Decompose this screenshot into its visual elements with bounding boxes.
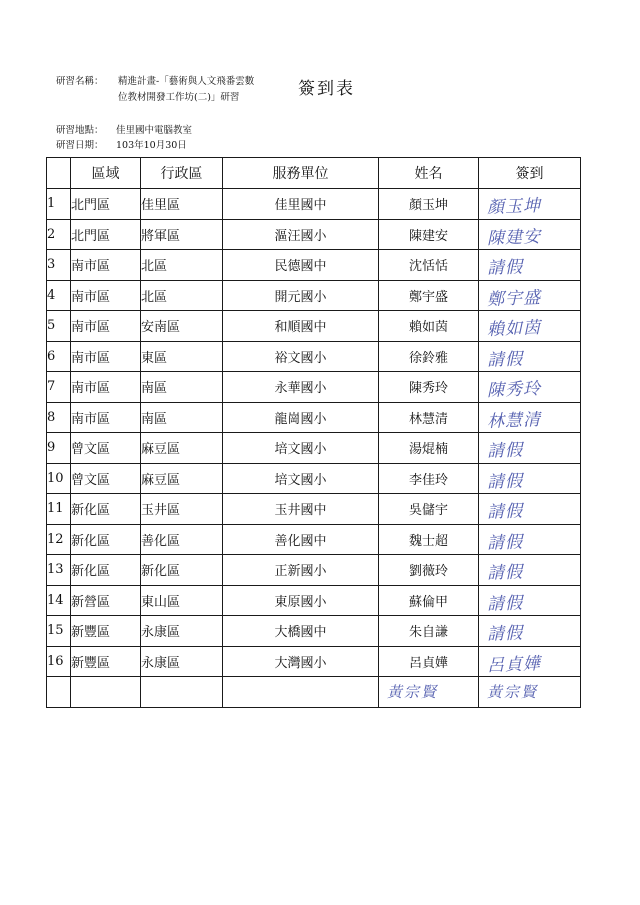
row-index: 12 [47, 524, 71, 555]
table-row [47, 402, 581, 433]
row-name: 劉薇玲 [379, 555, 479, 586]
row-name: 賴如茵 [379, 311, 479, 342]
row-name: 呂貞嬅 [379, 646, 479, 677]
row-signature-cell [479, 250, 581, 281]
row-name: 吳儲宇 [379, 494, 479, 525]
row-district: 佳里區 [141, 189, 223, 220]
header-district: 行政區 [141, 158, 223, 189]
row-district: 東山區 [141, 585, 223, 616]
course-info [56, 74, 254, 106]
row-unit: 善化國中 [223, 524, 379, 555]
row-unit: 裕文國小 [223, 341, 379, 372]
row-signature-cell [479, 311, 581, 342]
table-row [47, 524, 581, 555]
handwritten-signature: 請假 [486, 531, 524, 554]
row-signature-cell [479, 372, 581, 403]
row-district: 將軍區 [141, 219, 223, 250]
row-region: 新營區 [71, 585, 141, 616]
row-region: 南市區 [71, 250, 141, 281]
table-row [47, 280, 581, 311]
handwritten-signature: 請假 [486, 501, 524, 523]
row-region: 南市區 [71, 280, 141, 311]
row-region: 新化區 [71, 555, 141, 586]
row-unit: 永華國小 [223, 372, 379, 403]
row-signature-cell [479, 585, 581, 616]
row-index: 14 [47, 585, 71, 616]
handwritten-signature: 請假 [486, 470, 524, 493]
handwritten-signature: 陳建安 [486, 226, 542, 249]
row-signature-cell [479, 219, 581, 250]
course-label: 研習名稱： [56, 76, 104, 87]
header-index [47, 158, 71, 189]
header-region: 區域 [71, 158, 141, 189]
table-row [47, 372, 581, 403]
row-unit: 東原國小 [223, 585, 379, 616]
extra-signature-cell [479, 677, 581, 708]
handwritten-signature: 請假 [486, 440, 524, 462]
row-signature-cell [479, 646, 581, 677]
row-district: 安南區 [141, 311, 223, 342]
row-region: 曾文區 [71, 433, 141, 464]
table-row [47, 494, 581, 525]
row-index: 13 [47, 555, 71, 586]
row-unit: 龍崗國小 [223, 402, 379, 433]
row-region: 南市區 [71, 341, 141, 372]
row-signature-cell [479, 402, 581, 433]
location-value: 佳里國中電腦教室 [116, 125, 193, 136]
row-index: 4 [47, 280, 71, 311]
table-row [47, 463, 581, 494]
row-name: 林慧清 [379, 402, 479, 433]
row-signature-cell [479, 280, 581, 311]
table-row [47, 189, 581, 220]
table-header-row [47, 158, 581, 189]
row-index: 5 [47, 311, 71, 342]
handwritten-signature: 陳秀玲 [486, 379, 542, 401]
handwritten-signature: 請假 [486, 257, 524, 279]
row-signature-cell [479, 341, 581, 372]
row-district: 新化區 [141, 555, 223, 586]
row-region: 南市區 [71, 372, 141, 403]
row-index: 15 [47, 616, 71, 647]
row-signature-cell [479, 463, 581, 494]
row-name: 陳秀玲 [379, 372, 479, 403]
row-index: 3 [47, 250, 71, 281]
row-district: 麻豆區 [141, 463, 223, 494]
handwritten-signature: 請假 [486, 592, 524, 615]
row-name: 蘇倫甲 [379, 585, 479, 616]
page-title: 簽到表 [298, 79, 355, 99]
row-unit: 開元國小 [223, 280, 379, 311]
row-index: 10 [47, 463, 71, 494]
table-row [47, 555, 581, 586]
row-unit: 培文國小 [223, 463, 379, 494]
row-district: 永康區 [141, 616, 223, 647]
handwritten-signature: 鄭宇盛 [486, 287, 542, 310]
row-region: 北門區 [71, 189, 141, 220]
course-name-line1: 精進計畫-「藝術與人文飛番雲數 [118, 76, 255, 87]
row-name: 朱自謙 [379, 616, 479, 647]
row-region: 曾文區 [71, 463, 141, 494]
row-index: 1 [47, 189, 71, 220]
row-region: 南市區 [71, 402, 141, 433]
row-name: 湯焜楠 [379, 433, 479, 464]
session-meta [56, 123, 192, 153]
header-signature: 簽到 [479, 158, 581, 189]
row-district: 南區 [141, 402, 223, 433]
table-row [47, 433, 581, 464]
row-unit: 大橋國中 [223, 616, 379, 647]
handwritten-signature: 請假 [486, 348, 524, 371]
table-row [47, 341, 581, 372]
row-signature-cell [479, 433, 581, 464]
empty-cell [223, 677, 379, 708]
row-region: 北門區 [71, 219, 141, 250]
row-signature-cell [479, 616, 581, 647]
row-district: 善化區 [141, 524, 223, 555]
handwritten-signature: 賴如茵 [486, 318, 542, 340]
header-name: 姓名 [379, 158, 479, 189]
sign-in-table [46, 157, 581, 708]
row-name: 顏玉坤 [379, 189, 479, 220]
handwritten-signature: 林慧清 [486, 409, 542, 432]
header-unit: 服務單位 [223, 158, 379, 189]
row-district: 北區 [141, 250, 223, 281]
table-row [47, 646, 581, 677]
row-district: 南區 [141, 372, 223, 403]
row-index: 7 [47, 372, 71, 403]
row-index: 16 [47, 646, 71, 677]
row-district: 玉井區 [141, 494, 223, 525]
row-name: 魏士超 [379, 524, 479, 555]
row-signature-cell [479, 555, 581, 586]
row-name: 李佳玲 [379, 463, 479, 494]
row-signature-cell [479, 494, 581, 525]
row-district: 東區 [141, 341, 223, 372]
row-unit: 佳里國中 [223, 189, 379, 220]
row-region: 新豐區 [71, 646, 141, 677]
row-unit: 漚汪國小 [223, 219, 379, 250]
row-index: 8 [47, 402, 71, 433]
row-unit: 正新國小 [223, 555, 379, 586]
date-value: 103年10月30日 [116, 140, 187, 151]
handwritten-signature: 請假 [486, 623, 524, 645]
table-row [47, 219, 581, 250]
row-index: 6 [47, 341, 71, 372]
empty-cell [141, 677, 223, 708]
table-row [47, 250, 581, 281]
row-district: 永康區 [141, 646, 223, 677]
row-unit: 大灣國小 [223, 646, 379, 677]
row-district: 麻豆區 [141, 433, 223, 464]
row-index: 9 [47, 433, 71, 464]
empty-cell [71, 677, 141, 708]
row-unit: 民德國中 [223, 250, 379, 281]
table-row [47, 616, 581, 647]
table-row-extra [47, 677, 581, 708]
row-unit: 培文國小 [223, 433, 379, 464]
table-row [47, 311, 581, 342]
row-index: 11 [47, 494, 71, 525]
row-unit: 玉井國中 [223, 494, 379, 525]
row-district: 北區 [141, 280, 223, 311]
row-index: 2 [47, 219, 71, 250]
row-signature-cell [479, 189, 581, 220]
row-name: 徐鈴雅 [379, 341, 479, 372]
handwritten-signature: 請假 [486, 562, 524, 584]
empty-cell [47, 677, 71, 708]
row-region: 新化區 [71, 524, 141, 555]
row-name: 沈恬恬 [379, 250, 479, 281]
row-signature-cell [479, 524, 581, 555]
handwritten-signature: 黃宗賢 [487, 683, 539, 701]
row-name: 鄭宇盛 [379, 280, 479, 311]
course-name-line2: 位教材開發工作坊(二)」研習 [118, 92, 240, 103]
handwritten-name: 黃宗賢 [387, 683, 439, 701]
handwritten-signature: 顏玉坤 [486, 196, 542, 218]
table-row [47, 585, 581, 616]
location-label: 研習地點： [56, 125, 104, 136]
row-region: 新化區 [71, 494, 141, 525]
date-label: 研習日期： [56, 140, 104, 151]
extra-name-cell [379, 677, 479, 708]
row-unit: 和順國中 [223, 311, 379, 342]
handwritten-signature: 呂貞嬅 [486, 653, 542, 676]
row-region: 新豐區 [71, 616, 141, 647]
row-region: 南市區 [71, 311, 141, 342]
row-name: 陳建安 [379, 219, 479, 250]
